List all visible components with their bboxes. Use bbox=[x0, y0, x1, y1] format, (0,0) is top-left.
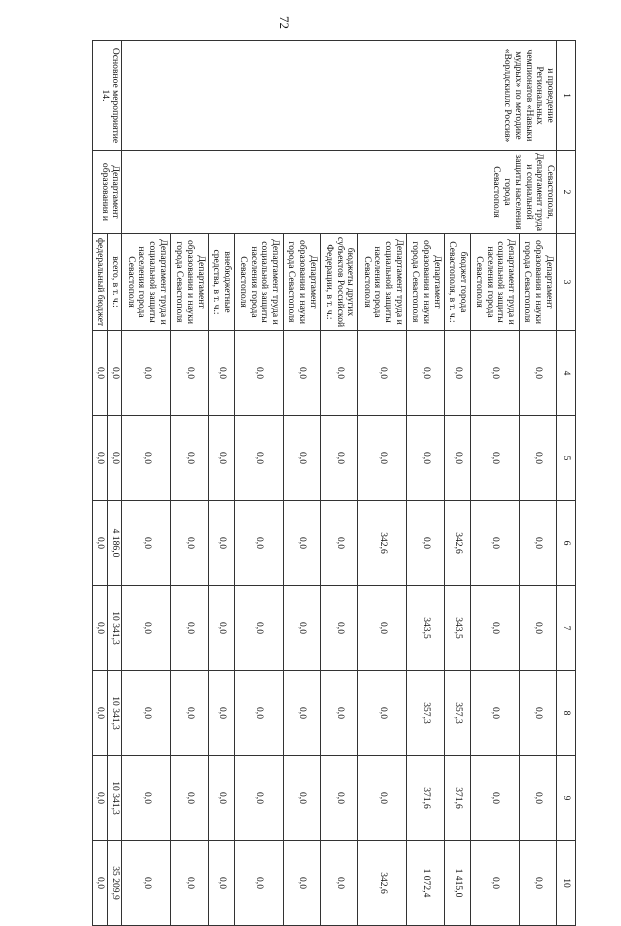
value-cell: 0,0 bbox=[171, 501, 208, 586]
value-cell: 0,0 bbox=[470, 416, 519, 501]
header-col-6: 6 bbox=[557, 501, 576, 586]
value-cell: 0,0 bbox=[93, 586, 108, 671]
funding-source-cell: бюджеты других субъектов Российской Федерации, в т. ч.: bbox=[320, 234, 357, 331]
value-cell: 0,0 bbox=[234, 501, 283, 586]
event-name-cell: Основное мероприятие 14. bbox=[93, 41, 122, 151]
funding-source-cell: бюджет города Севастополя, в т. ч.: bbox=[444, 234, 470, 331]
value-cell: 0,0 bbox=[122, 756, 171, 841]
funding-source-cell: Департамент образования и науки города Севастополя bbox=[283, 234, 320, 331]
funding-source-cell: Департамент образования и науки города Севастополя bbox=[171, 234, 208, 331]
value-cell: 0,0 bbox=[470, 841, 519, 926]
funding-source-cell: Департамент труда и социальной защиты населения города Севастополя bbox=[122, 234, 171, 331]
value-cell: 0,0 bbox=[407, 416, 444, 501]
value-cell: 0,0 bbox=[171, 586, 208, 671]
value-cell: 0,0 bbox=[283, 586, 320, 671]
value-cell: 357,3 bbox=[444, 671, 470, 756]
header-col-5: 5 bbox=[557, 416, 576, 501]
value-cell: 1 415,0 bbox=[444, 841, 470, 926]
value-cell: 1 072,4 bbox=[407, 841, 444, 926]
value-cell: 0,0 bbox=[208, 331, 234, 416]
responsible-cell: Севастополя, Департамент труда и социальной защиты населения города Севастополя bbox=[122, 151, 557, 234]
event-name-cell: и проведение Региональных чемпионатов «Навыки мудрых» по методике «Ворлдскиллс Россия» bbox=[122, 41, 557, 151]
page-number: 72 bbox=[277, 16, 292, 29]
header-col-4: 4 bbox=[557, 331, 576, 416]
value-cell: 343,5 bbox=[444, 586, 470, 671]
value-cell: 0,0 bbox=[107, 416, 122, 501]
header-col-7: 7 bbox=[557, 586, 576, 671]
value-cell: 0,0 bbox=[320, 501, 357, 586]
funding-source-cell: всего, в т. ч.: bbox=[107, 234, 122, 331]
value-cell: 0,0 bbox=[234, 586, 283, 671]
value-cell: 0,0 bbox=[407, 501, 444, 586]
value-cell: 0,0 bbox=[234, 841, 283, 926]
value-cell: 0,0 bbox=[470, 501, 519, 586]
value-cell: 0,0 bbox=[234, 331, 283, 416]
value-cell: 0,0 bbox=[93, 756, 108, 841]
value-cell: 342,6 bbox=[358, 841, 407, 926]
funding-source-cell: Департамент образования и науки города Севастополя bbox=[407, 234, 444, 331]
value-cell: 0,0 bbox=[122, 416, 171, 501]
value-cell: 0,0 bbox=[208, 586, 234, 671]
header-row bbox=[557, 41, 576, 926]
value-cell: 0,0 bbox=[519, 671, 556, 756]
value-cell: 0,0 bbox=[444, 416, 470, 501]
value-cell: 0,0 bbox=[519, 756, 556, 841]
value-cell: 0,0 bbox=[122, 841, 171, 926]
value-cell: 0,0 bbox=[470, 586, 519, 671]
table-stage bbox=[92, 40, 576, 900]
value-cell: 357,3 bbox=[407, 671, 444, 756]
value-cell: 0,0 bbox=[519, 586, 556, 671]
value-cell: 0,0 bbox=[283, 331, 320, 416]
value-cell: 0,0 bbox=[208, 416, 234, 501]
header-col-10: 10 bbox=[557, 841, 576, 926]
value-cell: 0,0 bbox=[208, 501, 234, 586]
value-cell: 0,0 bbox=[93, 501, 108, 586]
value-cell: 0,0 bbox=[283, 671, 320, 756]
value-cell: 0,0 bbox=[122, 586, 171, 671]
value-cell: 0,0 bbox=[122, 501, 171, 586]
funding-source-cell: Департамент труда и социальной защиты населения города Севастополя bbox=[470, 234, 519, 331]
value-cell: 0,0 bbox=[208, 756, 234, 841]
value-cell: 10 341,3 bbox=[107, 671, 122, 756]
value-cell: 0,0 bbox=[234, 416, 283, 501]
value-cell: 10 341,3 bbox=[107, 586, 122, 671]
value-cell: 0,0 bbox=[320, 671, 357, 756]
value-cell: 0,0 bbox=[122, 671, 171, 756]
value-cell: 0,0 bbox=[470, 756, 519, 841]
value-cell: 343,5 bbox=[407, 586, 444, 671]
value-cell: 0,0 bbox=[283, 756, 320, 841]
value-cell: 0,0 bbox=[208, 671, 234, 756]
value-cell: 0,0 bbox=[470, 671, 519, 756]
value-cell: 0,0 bbox=[234, 671, 283, 756]
value-cell: 371,6 bbox=[444, 756, 470, 841]
budget-table bbox=[92, 40, 576, 926]
value-cell: 0,0 bbox=[283, 416, 320, 501]
value-cell: 0,0 bbox=[171, 756, 208, 841]
header-col-3: 3 bbox=[557, 234, 576, 331]
value-cell: 0,0 bbox=[283, 501, 320, 586]
value-cell: 0,0 bbox=[320, 756, 357, 841]
header-col-9: 9 bbox=[557, 756, 576, 841]
value-cell: 0,0 bbox=[171, 416, 208, 501]
value-cell: 0,0 bbox=[358, 416, 407, 501]
value-cell: 0,0 bbox=[320, 841, 357, 926]
table-row bbox=[107, 41, 122, 926]
value-cell: 0,0 bbox=[283, 841, 320, 926]
funding-source-cell: Департамент труда и социальной защиты населения города Севастополя bbox=[358, 234, 407, 331]
rotated-page bbox=[92, 40, 576, 900]
value-cell: 0,0 bbox=[93, 841, 108, 926]
value-cell: 0,0 bbox=[93, 671, 108, 756]
value-cell: 0,0 bbox=[407, 331, 444, 416]
value-cell: 0,0 bbox=[208, 841, 234, 926]
header-col-1: 1 bbox=[557, 41, 576, 151]
table-row bbox=[519, 41, 556, 926]
value-cell: 0,0 bbox=[171, 671, 208, 756]
value-cell: 10 341,3 bbox=[107, 756, 122, 841]
value-cell: 0,0 bbox=[320, 416, 357, 501]
value-cell: 0,0 bbox=[171, 841, 208, 926]
value-cell: 0,0 bbox=[93, 331, 108, 416]
value-cell: 0,0 bbox=[358, 756, 407, 841]
value-cell: 35 209,9 bbox=[107, 841, 122, 926]
funding-source-cell: внебюджетные средства, в т. ч.: bbox=[208, 234, 234, 331]
value-cell: 0,0 bbox=[358, 671, 407, 756]
value-cell: 0,0 bbox=[93, 416, 108, 501]
funding-source-cell: Департамент образования и науки города Севастополя bbox=[519, 234, 556, 331]
value-cell: 0,0 bbox=[171, 331, 208, 416]
value-cell: 0,0 bbox=[358, 586, 407, 671]
value-cell: 0,0 bbox=[234, 756, 283, 841]
value-cell: 0,0 bbox=[470, 331, 519, 416]
value-cell: 0,0 bbox=[519, 841, 556, 926]
funding-source-cell: Департамент труда и социальной защиты населения города Севастополя bbox=[234, 234, 283, 331]
value-cell: 0,0 bbox=[358, 331, 407, 416]
value-cell: 0,0 bbox=[320, 331, 357, 416]
value-cell: 342,6 bbox=[444, 501, 470, 586]
value-cell: 0,0 bbox=[320, 586, 357, 671]
value-cell: 371,6 bbox=[407, 756, 444, 841]
value-cell: 0,0 bbox=[107, 331, 122, 416]
header-col-8: 8 bbox=[557, 671, 576, 756]
value-cell: 0,0 bbox=[122, 331, 171, 416]
value-cell: 0,0 bbox=[519, 501, 556, 586]
funding-source-cell: федеральный бюджет bbox=[93, 234, 108, 331]
responsible-cell: Департамент образования и bbox=[93, 151, 122, 234]
value-cell: 0,0 bbox=[519, 331, 556, 416]
value-cell: 0,0 bbox=[444, 331, 470, 416]
value-cell: 4 186,0 bbox=[107, 501, 122, 586]
value-cell: 0,0 bbox=[519, 416, 556, 501]
header-col-2: 2 bbox=[557, 151, 576, 234]
value-cell: 342,6 bbox=[358, 501, 407, 586]
table-body bbox=[93, 41, 557, 926]
